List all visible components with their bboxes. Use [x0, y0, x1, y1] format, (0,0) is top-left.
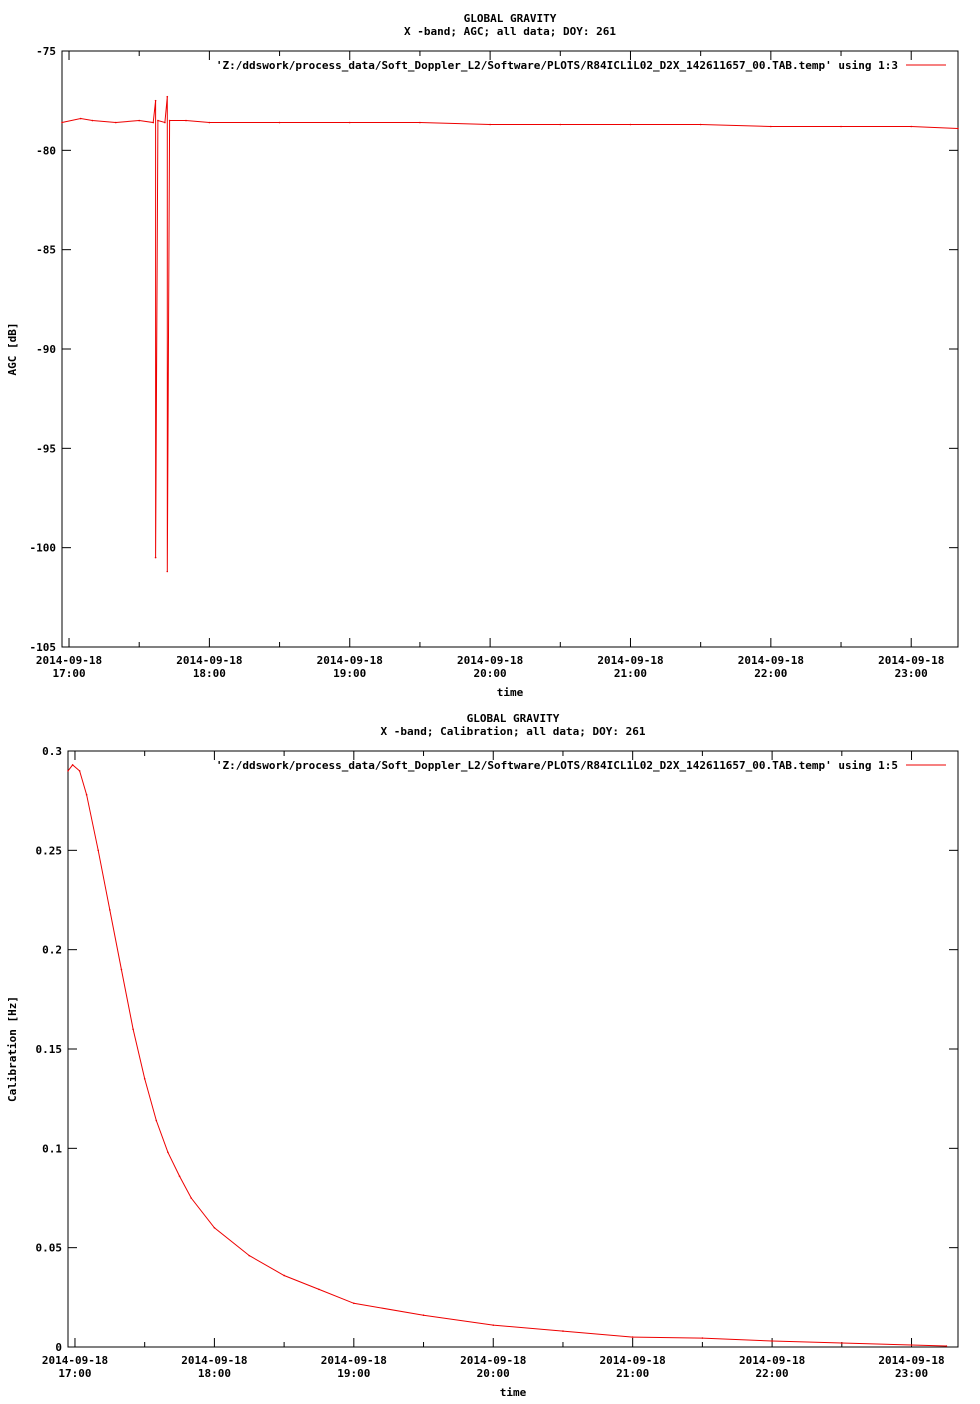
data-point [79, 770, 81, 772]
data-point [353, 1302, 355, 1304]
x-tick-label-time: 18:00 [197, 1367, 231, 1380]
legend-label: 'Z:/ddswork/process_data/Soft_Doppler_L2/Software/PLOTS/R84ICL1L02_D2X_142611657_00.TAB.temp' using 1:3 [215, 59, 898, 72]
data-point [190, 1197, 192, 1199]
y-tick-label: -95 [36, 442, 56, 456]
x-tick-label-date: 2014-09-18 [599, 1354, 666, 1367]
data-point [109, 909, 111, 911]
data-point [92, 120, 94, 122]
x-tick-label-time: 23:00 [894, 1367, 929, 1380]
y-tick-label: -80 [36, 144, 56, 158]
data-point [132, 1028, 134, 1030]
data-point [115, 122, 117, 124]
data-point [248, 1255, 250, 1257]
y-tick-label: -100 [29, 541, 56, 555]
data-point [700, 124, 702, 126]
data-point [702, 1337, 704, 1339]
x-tick-label-time: 22:00 [754, 667, 788, 680]
x-tick-label-time: 18:00 [192, 667, 226, 680]
y-tick-label: -85 [36, 243, 56, 257]
x-tick-label-time: 19:00 [337, 1367, 371, 1380]
x-tick-label-time: 20:00 [473, 667, 507, 680]
x-tick-label-time: 21:00 [616, 1367, 650, 1380]
series-line [62, 97, 958, 572]
data-point [156, 1120, 158, 1122]
x-tick-label-date: 2014-09-18 [41, 1354, 109, 1367]
data-point [167, 1152, 169, 1154]
data-point [179, 1175, 181, 1177]
legend-label: 'Z:/ddswork/process_data/Soft_Doppler_L2/Software/PLOTS/R84ICL1L02_D2X_142611657_00.TAB.temp' using 1:5 [215, 759, 898, 772]
data-point [166, 96, 168, 98]
x-tick-label-date: 2014-09-18 [176, 654, 243, 667]
y-tick-label: 0.25 [35, 844, 62, 858]
data-point [214, 1227, 216, 1229]
data-point [138, 120, 140, 122]
x-tick-label-time: 21:00 [613, 667, 648, 680]
x-tick-label-date: 2014-09-18 [181, 1354, 248, 1367]
data-point [61, 122, 63, 124]
data-point [957, 128, 959, 130]
x-tick-label-date: 2014-09-18 [316, 654, 383, 667]
data-point [279, 122, 281, 124]
data-point [67, 770, 69, 772]
x-tick-label-time: 23:00 [894, 667, 928, 680]
x-axis-label: time [496, 686, 524, 699]
data-point [72, 764, 74, 766]
data-point [283, 1275, 285, 1277]
data-point [86, 794, 88, 796]
data-point [910, 126, 912, 128]
data-point [559, 124, 561, 126]
x-tick-label-date: 2014-09-18 [597, 654, 664, 667]
y-tick-label: 0.3 [42, 745, 62, 758]
x-tick-label-date: 2014-09-18 [35, 654, 103, 667]
data-point [164, 122, 166, 124]
y-tick-label: 0.15 [35, 1043, 62, 1056]
y-tick-label: -75 [36, 45, 56, 58]
chart-title: GLOBAL GRAVITY [466, 712, 560, 725]
data-point [185, 120, 187, 122]
plot-frame [68, 751, 958, 1347]
data-point [770, 126, 772, 128]
x-tick-label-time: 19:00 [333, 667, 367, 680]
data-point [80, 118, 82, 120]
data-point [911, 1344, 913, 1346]
y-axis-label: Calibration [Hz] [6, 996, 19, 1102]
x-tick-label-date: 2014-09-18 [460, 1354, 527, 1367]
plot-frame [62, 51, 958, 647]
series-line [68, 765, 946, 1346]
chart-subtitle: X -band; Calibration; all data; DOY: 261 [380, 725, 646, 738]
data-point [169, 120, 171, 122]
x-tick-label-date: 2014-09-18 [456, 654, 524, 667]
x-tick-label-time: 22:00 [755, 1367, 789, 1380]
data-point [840, 126, 842, 128]
data-point [144, 1078, 146, 1080]
data-point [318, 1289, 320, 1291]
data-point [946, 1345, 948, 1347]
x-tick-label-time: 20:00 [476, 1367, 510, 1380]
x-tick-label-date: 2014-09-18 [738, 1354, 806, 1367]
y-tick-label: 0.2 [42, 943, 62, 957]
y-tick-label: -105 [29, 641, 56, 654]
x-tick-label-time: 17:00 [52, 667, 86, 680]
data-point [155, 557, 157, 559]
data-point [562, 1330, 564, 1332]
chart-subtitle: X -band; AGC; all data; DOY: 261 [404, 25, 616, 38]
x-axis-label: time [499, 1386, 527, 1399]
data-point [97, 850, 99, 852]
y-tick-label: 0.05 [35, 1241, 62, 1255]
y-tick-label: -90 [36, 343, 56, 356]
data-point [152, 122, 154, 124]
y-tick-label: 0 [55, 1341, 62, 1354]
data-point [632, 1336, 634, 1338]
x-tick-label-time: 17:00 [58, 1367, 92, 1380]
calibration-plot [6, 712, 958, 1399]
x-tick-label-date: 2014-09-18 [320, 1354, 387, 1367]
agc-plot [6, 12, 959, 699]
data-point [209, 122, 211, 124]
data-point [841, 1342, 843, 1344]
data-point [419, 122, 421, 124]
data-point [349, 122, 351, 124]
data-point [492, 1324, 494, 1326]
x-tick-label-date: 2014-09-18 [878, 654, 945, 667]
data-point [423, 1314, 425, 1316]
data-point [771, 1340, 773, 1342]
x-tick-label-date: 2014-09-18 [737, 654, 804, 667]
x-tick-label-date: 2014-09-18 [878, 1354, 945, 1367]
chart-title: GLOBAL GRAVITY [463, 12, 557, 25]
data-point [489, 124, 491, 126]
data-point [155, 100, 157, 102]
y-axis-label: AGC [dB] [6, 322, 19, 376]
data-point [121, 969, 123, 971]
data-point [166, 571, 168, 573]
data-point [157, 120, 159, 122]
data-point [630, 124, 632, 126]
y-tick-label: 0.1 [42, 1142, 62, 1156]
